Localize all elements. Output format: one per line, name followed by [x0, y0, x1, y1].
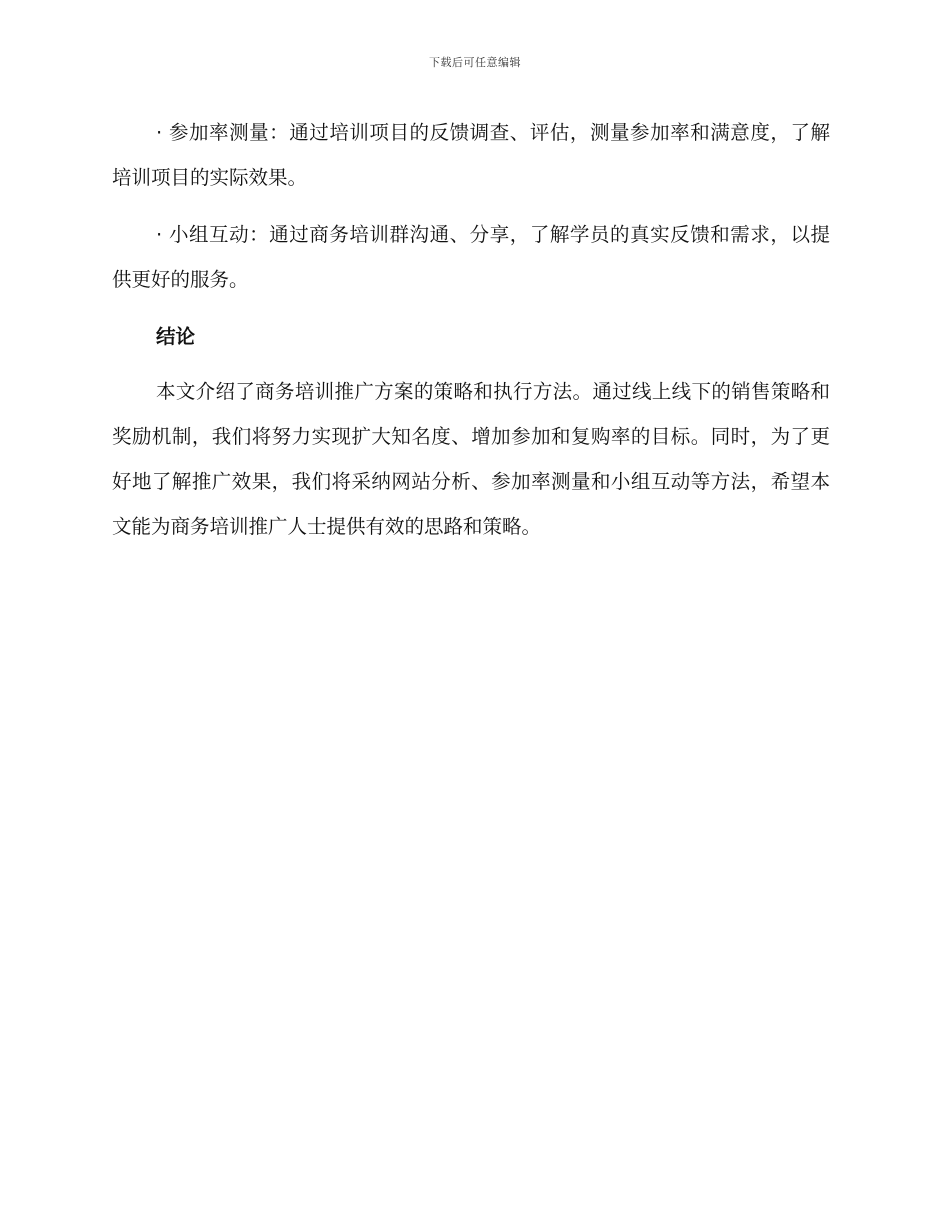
page-header: 下载后可任意编辑	[429, 56, 521, 69]
bullet-group-interaction: · 小组互动：通过商务培训群沟通、分享，了解学员的真实反馈和需求，以提供更好的服务。	[112, 223, 830, 291]
conclusion-paragraph: 本文介绍了商务培训推广方案的策略和执行方法。通过线上线下的销售策略和奖励机制，我们将努力实现扩大知名度、增加参加和复购率的目标。同时，为了更好地了解推广效果，我们将采纳网站分析、参加率测量和小组互动等方法，希望本文能为商务培训推广人士提供有效的思路和策略。	[112, 380, 830, 538]
document-body	[112, 110, 830, 561]
bullet-participation-measurement: · 参加率测量：通过培训项目的反馈调查、评估，测量参加率和满意度，了解培训项目的实际效果。	[112, 121, 830, 189]
section-heading-conclusion: 结论	[156, 325, 196, 348]
